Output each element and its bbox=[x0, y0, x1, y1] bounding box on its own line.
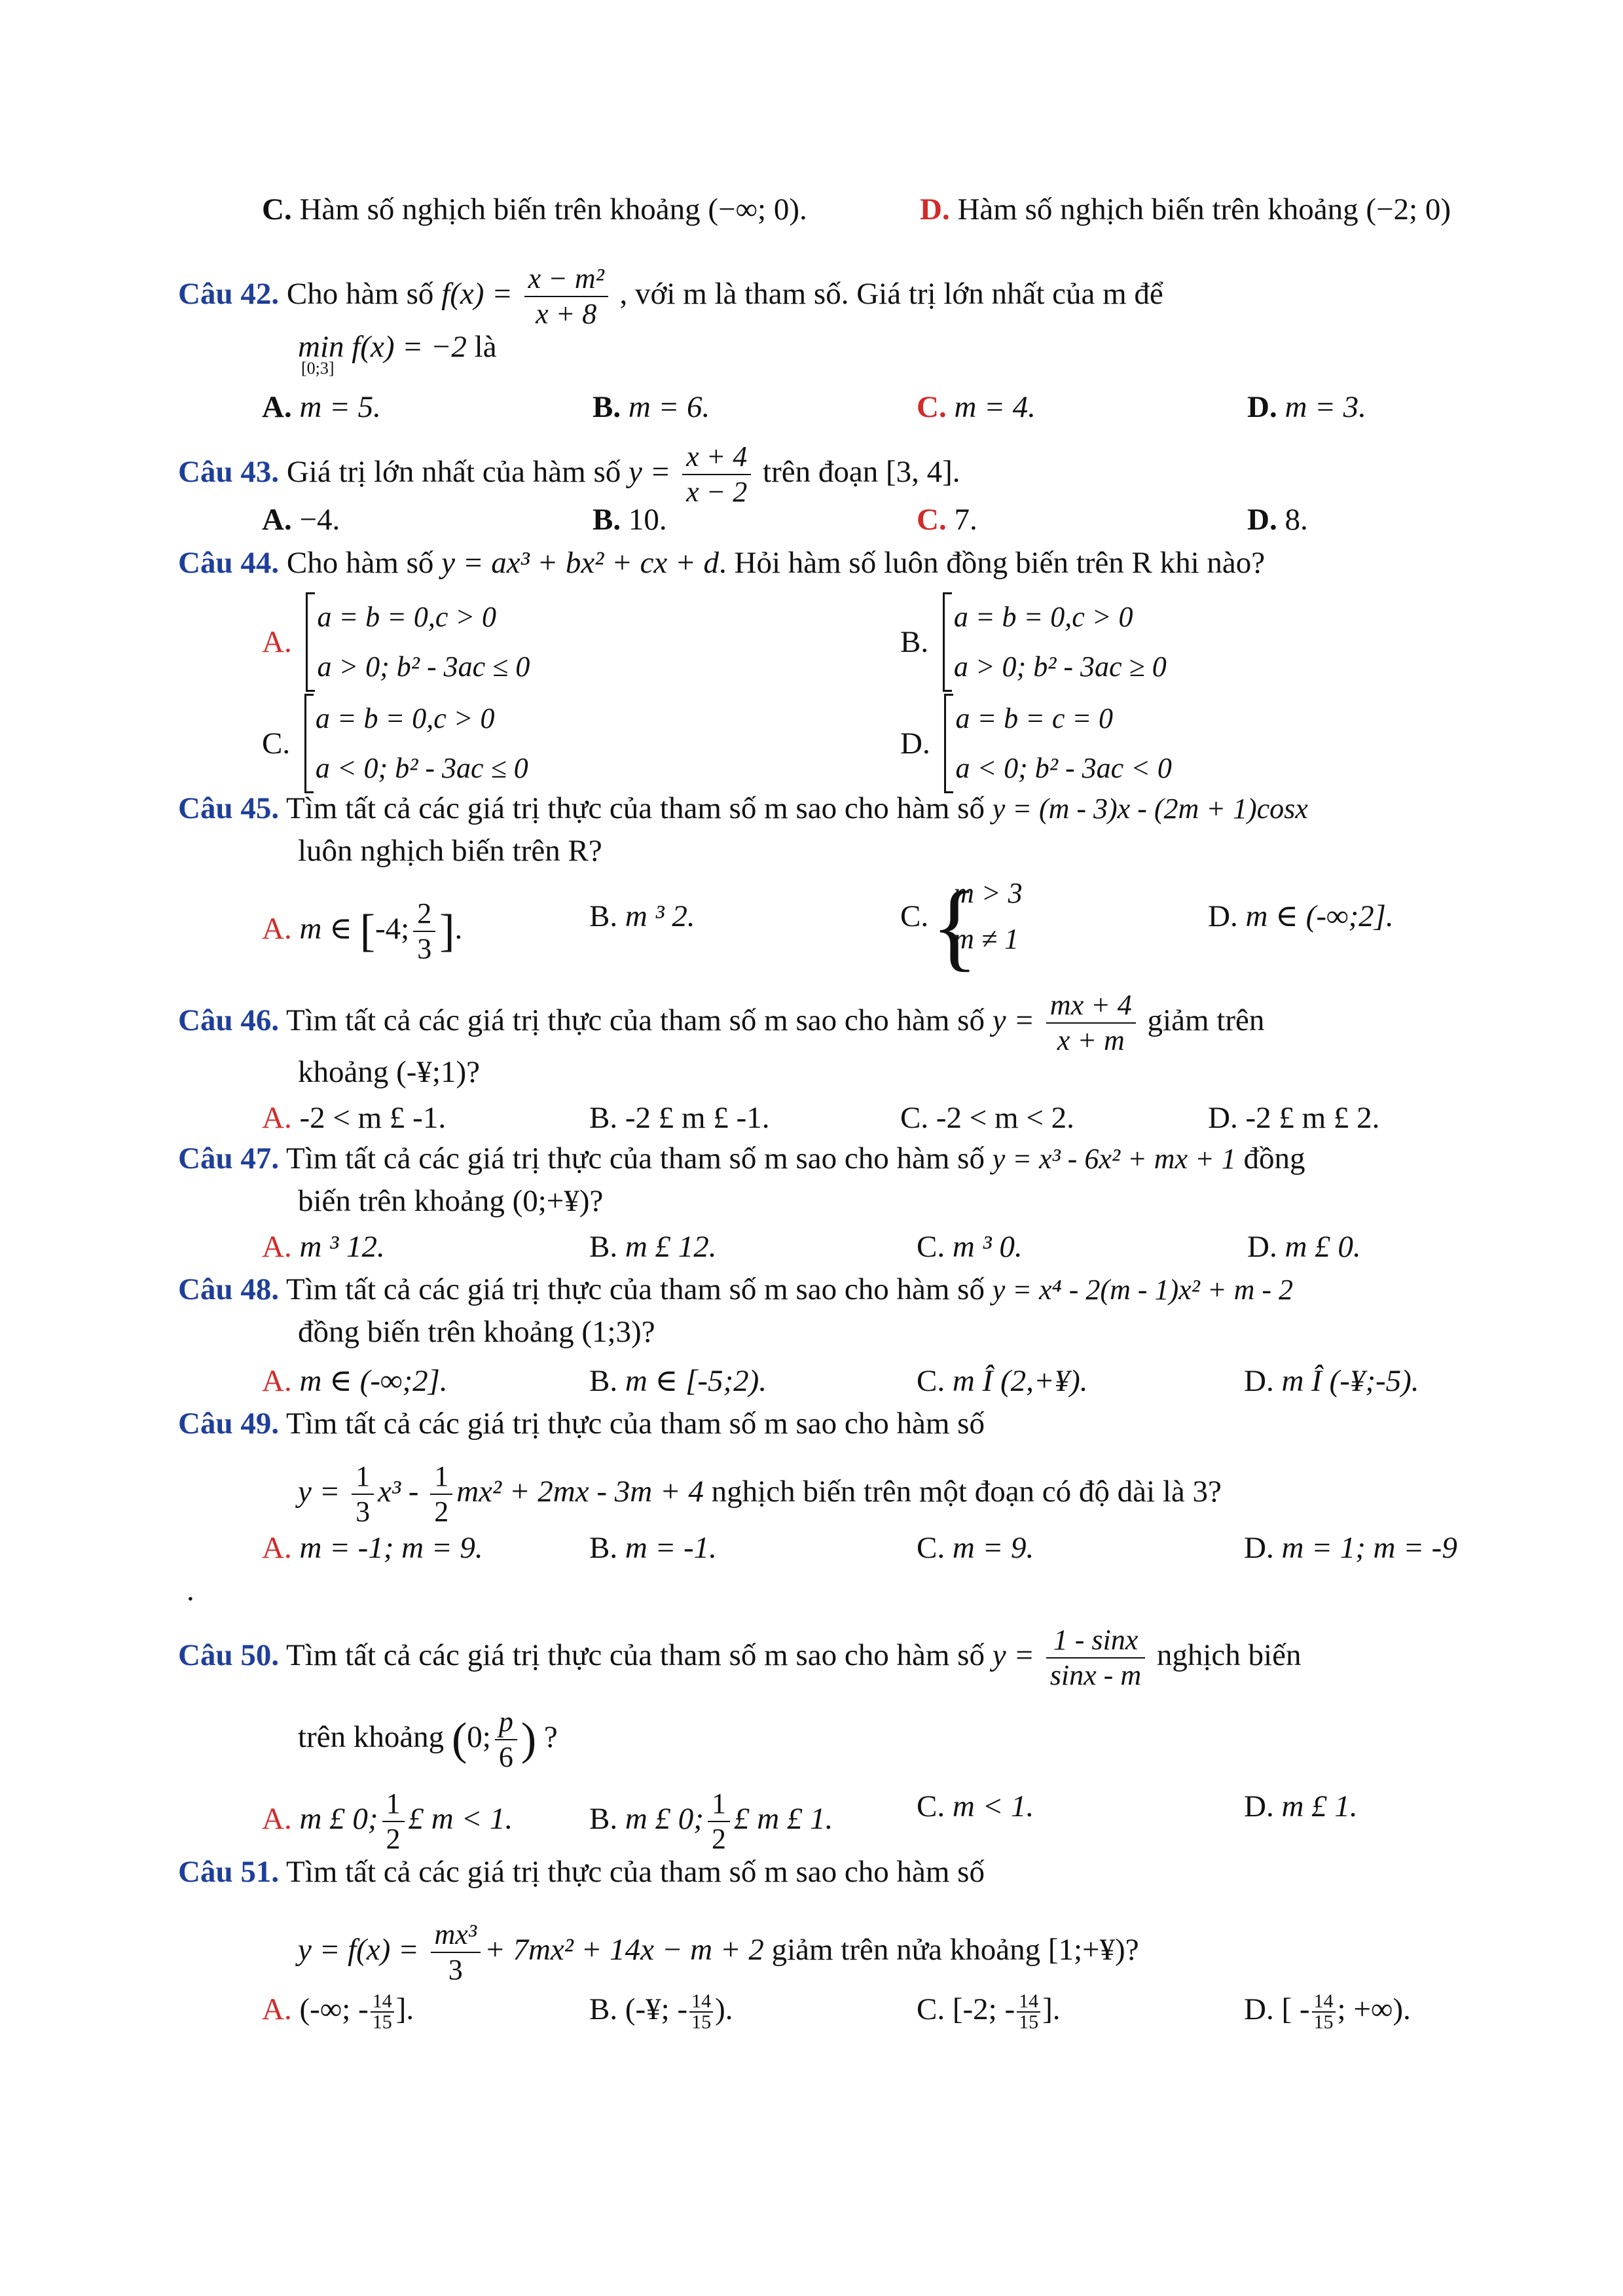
q43-fraction: $\frac{x + 4}{x - 2}$ bbox=[682, 440, 751, 509]
q46-stem: Câu 46. Tìm tất cả các giá trị thực của tham số m sao cho hàm số y = $\frac{mx + 4}{x + m}$ giảm trên bbox=[178, 989, 1265, 1056]
q50-stem: Câu 50. Tìm tất cả các giá trị thực của tham số m sao cho hàm số y = $\frac{1 - \sin x}{\sin x - m}$ nghịch biến bbox=[178, 1624, 1302, 1691]
q41-option-c: C. Hàm số nghịch biến trên khoảng (−∞; 0). bbox=[262, 192, 807, 226]
q46-stem-2: khoảng (-¥;1)? bbox=[298, 1055, 480, 1089]
q41-option-d: D. Hàm số nghịch biến trên khoảng (−2; 0) bbox=[920, 192, 1451, 226]
q44-stem: Câu 44. Cho hàm số y = ax³ + bx² + cx + d. Hỏi hàm số luôn đồng biến trên R khi nào? bbox=[178, 546, 1266, 580]
q44-option-b: B. a = b = 0,c > 0 a > 0; b² - 3ac ≥ 0 bbox=[900, 592, 1167, 692]
q44-option-d: D. a = b = c = 0 a < 0; b² - 3ac < 0 bbox=[900, 694, 1172, 793]
q51-b-fraction: $\frac{14}{15}$ bbox=[689, 1992, 713, 2032]
q45-stem-2: luôn nghịch biến trên R? bbox=[298, 834, 602, 868]
q49-stray-dot: . bbox=[187, 1573, 194, 1607]
q50-b-fraction: $\frac{1}{2}$ bbox=[708, 1787, 730, 1856]
q42-stem-2: min f(x) = −2 là bbox=[298, 330, 497, 364]
q47-stem: Câu 47. Tìm tất cả các giá trị thực của tham số m sao cho hàm số y = x³ - 6x² + mx + 1 đồng bbox=[178, 1141, 1305, 1175]
q50-fraction: $\frac{1 - \sin x}{\sin x - m}$ bbox=[1046, 1623, 1145, 1693]
q43-stem: Câu 43. Giá trị lớn nhất của hàm số y = $\frac{x + 4}{x - 2}$ trên đoạn [3, 4]. bbox=[178, 440, 960, 508]
q50-stem-2: trên khoảng (0; $\frac{p}{6}$ ) ? bbox=[298, 1706, 558, 1773]
q44-option-c: C. a = b = 0,c > 0 a < 0; b² - 3ac ≤ 0 bbox=[262, 694, 528, 793]
q51-stem: Câu 51. Tìm tất cả các giá trị thực của tham số m sao cho hàm số bbox=[178, 1855, 985, 1889]
q50-a-fraction: $\frac{1}{2}$ bbox=[382, 1787, 405, 1856]
document-page: C. Hàm số nghịch biến trên khoảng (−∞; 0). D. Hàm số nghịch biến trên khoảng (−2; 0) Câu 42. Cho hàm số f(x) = $\frac{\text{x − m²}}{x + 8}$ , với m là tham số. Giá trị lớn nhất của m để min f(x) = −2 là [0;3] A. m = 5. B. m = 6. C. m = 4. D. m = 3. Câu 43. Giá trị lớn nhất của hàm số y = $\frac{x + 4}{x - 2}$ trên đoạn [3, 4]. A. −4. B. 10. C. 7. D. 8. Câu 44. Cho hàm số y = ax³ + bx² + cx + d. Hỏi hàm số luôn đồng biến trên R khi nào? A. a = b = 0,c > 0 a > 0; b² - 3ac ≤ 0 B. a = b = 0,c > 0 a > 0; b² - 3ac ≥ 0 C. a = b = 0,c > 0 a < 0; b² - 3ac ≤ 0 D. a = b = c = 0 a < 0; b² - 3ac < 0 Câu 45. Tìm tất cả các giá trị thực của tham số m sao cho hàm số y = (m - 3)x - (2m + 1)cosx luôn nghịch biến trên R? A. m ∈ [-4; $\frac{2}{3}$ ]. B. m ³ 2. C. { m > 3 m ≠ 1 D. m ∈ (-∞;2]. Câu 46. Tìm tất cả các giá trị thực của tham số m sao cho hàm số y = $\frac{mx + 4}{x + m}$ giảm trên khoảng (-¥;1)? A. -2 < m £ -1. B. -2 £ m £ -1. C. -2 < m < 2. D. -2 £ m £ 2. Câu 47. Tìm tất cả các giá trị thực của tham số m sao cho hàm số y = x³ - 6x² + mx + 1 đồng biến trên khoảng (0;+¥)? A. m ³ 12. B. m £ 12. C. m ³ 0. D. m £ 0. Câu 48. Tìm tất cả các giá trị thực của tham số m sao cho hàm số y = x⁴ - 2(m - 1)x² + m - 2 đồng biến trên khoảng (1;3)? A. m ∈ (-∞;2]. B. m ∈ [-5;2). C. m Î (2,+¥). D. m Î (-¥;-5). Câu 49. Tìm tất cả các giá trị thực của tham số m sao cho hàm số y = $\frac{1}{3}$ x³ - $\frac{1}{2}$ mx² + 2mx - 3m + 4 nghịch biến trên một đoạn có độ dài là 3? A. m = -1; m = 9. B. m = -1. C. m = 9. D. m = 1; m = -9 . Câu 50. Tìm tất cả các giá trị thực của tham số m sao cho hàm số y = $\frac{1 - \sin x}{\sin x - m}$ nghịch biến trên khoảng (0; $\frac{p}{6}$ ) ? A. m £ 0; $\frac{1}{2}$ £ m < 1. B. m £ 0; $\frac{1}{2}$ £ m £ 1. C. m < 1. D. m £ 1. Câu 51. Tìm tất cả các giá trị thực của tham số m sao cho hàm số y = f(x) = $\frac{\text{mx³}}{3}$ + 7mx² + 14x − m + 2 giảm trên nửa khoảng [1;+¥)? A. (-∞; - $\frac{14}{15}$ ]. B. (-¥; - $\frac{14}{15}$ ). C. [-2; - $\frac{14}{15}$ ]. D. [ - $\frac{14}{15}$ ; +∞). bbox=[0, 0, 1623, 2296]
q49-stem: Câu 49. Tìm tất cả các giá trị thực của tham số m sao cho hàm số bbox=[178, 1407, 985, 1441]
q51-stem-2: y = f(x) = $\frac{\text{mx³}}{3}$ + 7mx² + 14x − m + 2 giảm trên nửa khoảng [1;+¥)? bbox=[298, 1918, 1139, 1986]
q44-d-system: a = b = c = 0 a < 0; b² - 3ac < 0 bbox=[944, 694, 1171, 793]
q42-min-subscript: [0;3] bbox=[301, 359, 335, 378]
q42-stem: Câu 42. Cho hàm số f(x) = $\frac{\text{x − m²}}{x + 8}$ , với m là tham số. Giá trị lớn nhất của m để bbox=[178, 262, 1163, 330]
q45-c-system: { m > 3 m ≠ 1 bbox=[935, 870, 1022, 962]
q49-fraction-2: $\frac{1}{2}$ bbox=[430, 1460, 452, 1529]
q51-c-fraction: $\frac{14}{15}$ bbox=[1017, 1992, 1040, 2032]
q49-stem-2: y = $\frac{1}{3}$ x³ - $\frac{1}{2}$ mx² + 2mx - 3m + 4 nghịch biến trên một đoạn có độ dài là 3? bbox=[298, 1460, 1222, 1528]
q45-a-fraction: $\frac{2}{3}$ bbox=[413, 897, 435, 966]
q45-stem: Câu 45. Tìm tất cả các giá trị thực của tham số m sao cho hàm số y = (m - 3)x - (2m + 1)cosx bbox=[178, 791, 1308, 825]
q42-fraction: $\frac{\text{x − m²}}{x + 8}$ bbox=[524, 262, 608, 331]
q44-c-system: a = b = 0,c > 0 a < 0; b² - 3ac ≤ 0 bbox=[304, 694, 528, 793]
q50-interval-fraction: $\frac{p}{6}$ bbox=[495, 1705, 517, 1774]
q51-fraction: $\frac{\text{mx³}}{3}$ bbox=[431, 1918, 481, 1987]
q48-stem: Câu 48. Tìm tất cả các giá trị thực của tham số m sao cho hàm số y = x⁴ - 2(m - 1)x² + m - 2 bbox=[178, 1272, 1293, 1306]
q46-fraction: $\frac{mx + 4}{x + m}$ bbox=[1046, 988, 1136, 1058]
q48-stem-2: đồng biến trên khoảng (1;3)? bbox=[298, 1315, 655, 1349]
q44-b-system: a = b = 0,c > 0 a > 0; b² - 3ac ≥ 0 bbox=[943, 592, 1167, 692]
q44-option-a: A. a = b = 0,c > 0 a > 0; b² - 3ac ≤ 0 bbox=[262, 592, 530, 692]
q47-stem-2: biến trên khoảng (0;+¥)? bbox=[298, 1184, 604, 1218]
q44-a-system: a = b = 0,c > 0 a > 0; b² - 3ac ≤ 0 bbox=[306, 592, 530, 692]
q49-fraction-1: $\frac{1}{3}$ bbox=[352, 1460, 374, 1529]
q51-d-fraction: $\frac{14}{15}$ bbox=[1312, 1992, 1336, 2032]
q51-a-fraction: $\frac{14}{15}$ bbox=[371, 1992, 394, 2032]
